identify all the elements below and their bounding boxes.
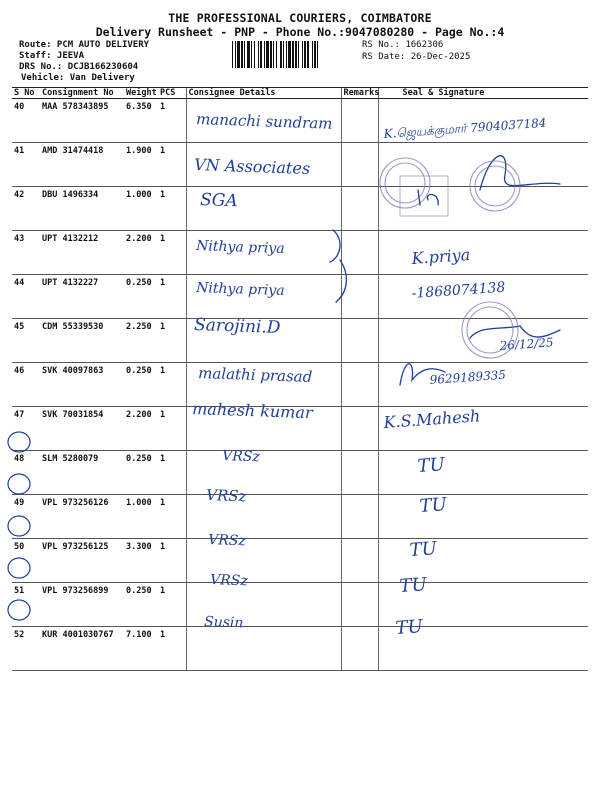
- row-consignment-no: DBU 1496334: [40, 187, 124, 231]
- row-pcs: 1: [158, 275, 186, 319]
- barcode-bar: [247, 41, 250, 68]
- staff-label: Staff: JEEVA: [19, 51, 85, 61]
- row-pcs: 1: [158, 583, 186, 627]
- row-consignment-no: KUR 4001030767: [40, 627, 124, 671]
- col-weight: Weight: [126, 88, 157, 98]
- row-consignee-cell: [186, 187, 341, 231]
- table-row: [12, 143, 588, 187]
- row-weight: 2.200: [124, 407, 158, 451]
- barcode-bar: [317, 41, 318, 68]
- barcode-bar: [298, 41, 299, 68]
- row-consignment-no: VPL 973256899: [40, 583, 124, 627]
- row-pcs: 1: [158, 627, 186, 671]
- row-remarks-cell: [341, 363, 378, 407]
- row-consignment-no: CDM 55339530: [40, 319, 124, 363]
- row-remarks-cell: [341, 319, 378, 363]
- handwritten-signature: 9629189335: [429, 367, 507, 387]
- barcode-bar: [304, 41, 306, 68]
- barcode-bar: [288, 41, 291, 68]
- row-consignment-no: UPT 4132227: [40, 275, 124, 319]
- row-sno: 52: [12, 627, 40, 671]
- row-remarks-cell: [341, 143, 378, 187]
- table-row: [12, 539, 588, 583]
- row-signature-cell: [378, 539, 588, 583]
- row-consignee-cell: [186, 627, 341, 671]
- rs-number: RS No.: 1662306: [362, 40, 444, 50]
- row-sno: 50: [12, 539, 40, 583]
- rs-block: [362, 39, 470, 63]
- handwritten-signature: TU: [416, 454, 446, 477]
- table-row: [12, 319, 588, 363]
- handwritten-signature: TU: [398, 574, 428, 597]
- row-pcs: 1: [158, 319, 186, 363]
- row-signature-cell: [378, 99, 588, 143]
- handwritten-consignee: mahesh kumar: [191, 399, 313, 423]
- row-remarks-cell: [341, 451, 378, 495]
- handwritten-consignee: VRSz: [205, 486, 247, 506]
- barcode-bar: [258, 41, 259, 68]
- row-pcs: 1: [158, 99, 186, 143]
- barcode: [232, 41, 358, 68]
- page-title: THE PROFESSIONAL COURIERS, COIMBATORE: [168, 11, 432, 25]
- barcode-bar: [251, 41, 252, 68]
- row-signature-cell: [378, 319, 588, 363]
- row-consignee-cell: [186, 99, 341, 143]
- handwritten-consignee: Susin: [203, 614, 244, 632]
- col-sno: S No: [12, 88, 40, 99]
- row-remarks-cell: [341, 495, 378, 539]
- barcode-bar: [270, 41, 272, 68]
- handwritten-consignee: VRSz: [207, 532, 247, 550]
- row-sno: 45: [12, 319, 40, 363]
- barcode-bar: [244, 41, 245, 68]
- row-consignment-no: SVK 40097863: [40, 363, 124, 407]
- barcode-bar: [295, 41, 297, 68]
- row-pcs: 1: [158, 363, 186, 407]
- row-pcs: 1: [158, 539, 186, 583]
- drs-number: DRS No.: DCJB166230604: [19, 62, 139, 72]
- row-signature-cell: [378, 363, 588, 407]
- col-seal-signature: Seal & Signature: [378, 88, 588, 99]
- vehicle-label: Vehicle: Van Delivery: [21, 73, 135, 83]
- table-row: [12, 495, 588, 539]
- row-weight: 1.000: [124, 187, 158, 231]
- runsheet-table: [12, 87, 588, 671]
- row-weight: 1.000: [124, 495, 158, 539]
- handwritten-consignee: Sarojini.D: [193, 315, 281, 339]
- table-row: [12, 187, 588, 231]
- row-signature-cell: [378, 275, 588, 319]
- col-consignment: Consignment No: [40, 88, 124, 99]
- barcode-bar: [292, 41, 294, 68]
- handwritten-consignee: SGA: [199, 190, 239, 212]
- barcode-bar: [237, 41, 240, 68]
- row-remarks-cell: [341, 231, 378, 275]
- row-remarks-cell: [341, 583, 378, 627]
- handwritten-consignee: malathi prasad: [197, 364, 313, 386]
- row-remarks-cell: [341, 407, 378, 451]
- row-consignee-cell: [186, 363, 341, 407]
- row-pcs: 1: [158, 495, 186, 539]
- handwritten-consignee: VRSz: [221, 448, 261, 466]
- barcode-bar: [286, 41, 287, 68]
- row-weight: 2.250: [124, 319, 158, 363]
- row-signature-cell: [378, 407, 588, 451]
- row-signature-cell: [378, 187, 588, 231]
- barcode-bar: [264, 41, 265, 68]
- row-sno: 46: [12, 363, 40, 407]
- handwritten-signature: K.S.Mahesh: [382, 406, 481, 432]
- table-row: [12, 363, 588, 407]
- handwritten-consignee: Nithya priya: [195, 280, 285, 300]
- row-consignee-cell: [186, 451, 341, 495]
- barcode-bar: [314, 41, 316, 68]
- row-weight: 0.250: [124, 275, 158, 319]
- col-pcs: PCS: [158, 88, 186, 99]
- handwritten-consignee: manachi sundram: [195, 110, 333, 133]
- barcode-bar: [283, 41, 284, 68]
- barcode-bar: [307, 41, 309, 68]
- barcode-bar: [260, 41, 262, 68]
- row-weight: 6.350: [124, 99, 158, 143]
- barcode-bar: [276, 41, 277, 68]
- table-row: [12, 451, 588, 495]
- handwritten-signature: TU: [408, 538, 438, 561]
- row-consignee-cell: [186, 583, 341, 627]
- handwritten-signature: K.priya: [410, 244, 471, 268]
- handwritten-signature: TU: [418, 494, 448, 517]
- barcode-bar: [235, 41, 236, 68]
- row-sno: 44: [12, 275, 40, 319]
- row-remarks-cell: [341, 99, 378, 143]
- barcode-bar: [280, 41, 282, 68]
- row-sno: 43: [12, 231, 40, 275]
- row-consignment-no: SLM 5280079: [40, 451, 124, 495]
- row-sno: 48: [12, 451, 40, 495]
- row-consignee-cell: [186, 407, 341, 451]
- row-signature-cell: [378, 451, 588, 495]
- row-weight: 7.100: [124, 627, 158, 671]
- table-header-row: [12, 88, 588, 99]
- row-sno: 42: [12, 187, 40, 231]
- row-consignment-no: UPT 4132212: [40, 231, 124, 275]
- handwritten-consignee: Nithya priya: [195, 238, 285, 258]
- handwritten-signature: 26/12/25: [499, 335, 554, 353]
- rs-date: RS Date: 26-Dec-2025: [362, 52, 471, 62]
- row-signature-cell: [378, 583, 588, 627]
- table-row: [12, 583, 588, 627]
- row-consignment-no: MAA 578343895: [40, 99, 124, 143]
- row-signature-cell: [378, 495, 588, 539]
- handwritten-consignee: VRSz: [209, 572, 249, 590]
- page-subtitle: Delivery Runsheet - PNP - Phone No.:9047080280 - Page No.:4: [95, 25, 505, 39]
- row-pcs: 1: [158, 187, 186, 231]
- row-weight: 0.250: [124, 451, 158, 495]
- table-row: [12, 99, 588, 143]
- row-remarks-cell: [341, 275, 378, 319]
- handwritten-signature: K.ஜெயக்குமார் 7904037184: [383, 115, 547, 141]
- row-consignee-cell: [186, 275, 341, 319]
- barcode-bar: [232, 41, 233, 68]
- row-pcs: 1: [158, 143, 186, 187]
- col-remarks: Remarks: [341, 88, 378, 99]
- route-label: Route: PCM AUTO DELIVERY: [19, 40, 150, 50]
- barcode-bar: [241, 41, 243, 68]
- table-row: [12, 407, 588, 451]
- row-pcs: 1: [158, 231, 186, 275]
- barcode-bar: [266, 41, 269, 68]
- handwritten-consignee: VN Associates: [193, 155, 311, 179]
- row-sno: 51: [12, 583, 40, 627]
- table-row: [12, 627, 588, 671]
- row-pcs: 1: [158, 451, 186, 495]
- barcode-bar: [254, 41, 255, 68]
- row-consignment-no: SVK 70031854: [40, 407, 124, 451]
- row-consignee-cell: [186, 539, 341, 583]
- row-weight: 2.200: [124, 231, 158, 275]
- row-sno: 49: [12, 495, 40, 539]
- row-weight: 1.900: [124, 143, 158, 187]
- row-consignment-no: VPL 973256126: [40, 495, 124, 539]
- barcode-bar: [302, 41, 303, 68]
- row-consignment-no: AMD 31474418: [40, 143, 124, 187]
- row-consignee-cell: [186, 143, 341, 187]
- row-signature-cell: [378, 143, 588, 187]
- row-sno: 40: [12, 99, 40, 143]
- row-weight: 0.250: [124, 363, 158, 407]
- row-remarks-cell: [341, 627, 378, 671]
- row-remarks-cell: [341, 187, 378, 231]
- row-sno: 47: [12, 407, 40, 451]
- table-row: [12, 275, 588, 319]
- handwritten-signature: TU: [394, 616, 424, 639]
- row-weight: 3.300: [124, 539, 158, 583]
- barcode-bar: [312, 41, 313, 68]
- row-weight: 0.250: [124, 583, 158, 627]
- table-row: [12, 231, 588, 275]
- row-consignment-no: VPL 973256125: [40, 539, 124, 583]
- row-signature-cell: [378, 231, 588, 275]
- row-sno: 41: [12, 143, 40, 187]
- barcode-bar: [273, 41, 274, 68]
- row-consignee-cell: [186, 495, 341, 539]
- row-signature-cell: [378, 627, 588, 671]
- handwritten-signature: -1868074138: [411, 279, 506, 302]
- col-consignee: Consignee Details: [186, 88, 341, 99]
- row-remarks-cell: [341, 539, 378, 583]
- row-consignee-cell: [186, 231, 341, 275]
- row-consignee-cell: [186, 319, 341, 363]
- row-pcs: 1: [158, 407, 186, 451]
